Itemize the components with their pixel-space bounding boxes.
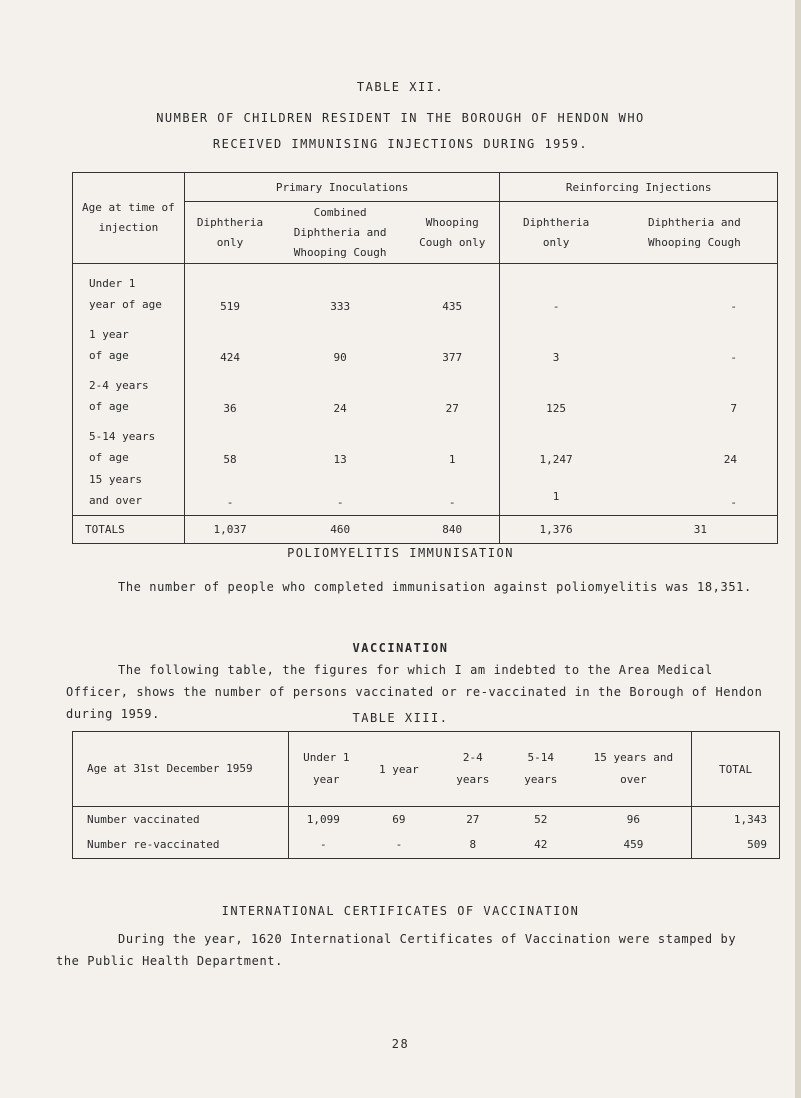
header-1-year: 1 year — [358, 732, 440, 807]
polio-paragraph: The number of people who completed immunisation against poliomyelitis was 18,351. — [118, 580, 752, 594]
totals-row — [73, 516, 778, 544]
table-12-heading-line1: NUMBER OF CHILDREN RESIDENT IN THE BOROUGH OF HENDON WHO — [156, 111, 645, 125]
age-label-line1: 2-4 years — [89, 378, 149, 392]
cell: - — [612, 264, 778, 315]
cell: 459 — [576, 832, 692, 859]
age-label-line1: 15 years — [89, 473, 142, 486]
page-edge-shadow — [795, 0, 801, 1098]
cell: - — [288, 832, 358, 859]
polio-heading: POLIOMYELITIS IMMUNISATION — [287, 546, 514, 560]
cell: 24 — [612, 417, 778, 468]
cell: 424 — [220, 350, 240, 364]
table-12-heading-line2: RECEIVED IMMUNISING INJECTIONS DURING 1959. — [212, 137, 589, 151]
header-age-at-injection: Age at time of injection — [73, 173, 185, 264]
header-under-1-year: Under 1 year — [288, 732, 358, 807]
cell: 24 — [333, 401, 347, 415]
totals-label: TOTALS — [73, 516, 185, 544]
cell: 8 — [440, 832, 506, 859]
table-row — [73, 807, 780, 832]
age-label-line2: year of age — [89, 297, 162, 311]
row-label-re-vaccinated: Number re-vaccinated — [73, 832, 289, 859]
table-13-title: TABLE XIII. — [352, 711, 449, 725]
cell: 96 — [576, 807, 692, 832]
cell: 3 — [552, 350, 560, 364]
header-combined: Combined Diphtheria and Whooping Cough — [275, 202, 405, 264]
international-paragraph: During the year, 1620 International Certificates of Vaccination were stamped by the Public Health Department. — [56, 932, 737, 968]
total-cell: 840 — [405, 516, 500, 544]
cell: 27 — [405, 366, 500, 417]
international-heading: INTERNATIONAL CERTIFICATES OF VACCINATION — [221, 904, 580, 918]
age-label-line2: and over — [89, 494, 142, 507]
age-label-line1: 5-14 years — [89, 429, 156, 443]
cell: 42 — [506, 832, 576, 859]
cell: 125 — [546, 401, 567, 415]
age-label-line2: of age — [89, 450, 129, 464]
table-12-title: TABLE XII. — [356, 80, 445, 94]
header-reinforcing-diphtheria-whooping: Diphtheria and Whooping Cough — [612, 202, 778, 264]
table-row — [73, 468, 778, 516]
total-cell: 1,376 — [500, 516, 612, 544]
cell: 69 — [358, 807, 440, 832]
header-total: TOTAL — [692, 732, 780, 807]
cell: - — [226, 496, 234, 509]
vaccination-heading: VACCINATION — [352, 641, 449, 655]
age-label-line1: 1 year — [89, 327, 129, 341]
header-primary-inoculations: Primary Inoculations — [184, 173, 500, 202]
cell: - — [612, 315, 778, 366]
cell: 90 — [333, 350, 347, 364]
header-whooping-cough-only: Whooping Cough only — [405, 202, 500, 264]
cell: 1 — [552, 490, 560, 503]
cell: 435 — [405, 264, 500, 315]
cell: 333 — [330, 299, 351, 313]
cell: 1,343 — [692, 807, 780, 832]
table-12 — [72, 172, 778, 544]
table-row — [73, 315, 778, 366]
cell: 1,247 — [539, 452, 573, 466]
cell: - — [336, 496, 344, 509]
header-age-at-31st-december: Age at 31st December 1959 — [73, 732, 289, 807]
table-row — [73, 264, 778, 315]
cell: - — [612, 468, 778, 516]
header-2-4-years: 2-4 years — [440, 732, 506, 807]
cell: 1 — [405, 417, 500, 468]
cell: - — [552, 299, 560, 313]
cell: - — [358, 832, 440, 859]
cell: 7 — [612, 366, 778, 417]
total-cell: 460 — [275, 516, 405, 544]
table-row — [73, 417, 778, 468]
cell: 519 — [220, 299, 240, 313]
cell: 1,099 — [288, 807, 358, 832]
header-reinforcing-injections: Reinforcing Injections — [500, 173, 778, 202]
cell: 27 — [440, 807, 506, 832]
total-cell: 31 — [612, 516, 778, 544]
vaccination-paragraph: The following table, the figures for which I am indebted to the Area Medical Officer, shows the number of persons vaccinated or re-vaccinated in the Borough of Hendon during 1959. — [66, 663, 763, 721]
cell: 13 — [333, 452, 347, 466]
total-cell: 1,037 — [184, 516, 275, 544]
header-reinforcing-diphtheria-only: Diphtheria only — [500, 202, 612, 264]
table-row — [73, 366, 778, 417]
cell: 58 — [223, 452, 237, 466]
cell: - — [405, 468, 500, 516]
table-13 — [72, 731, 780, 859]
age-label-line2: of age — [89, 399, 129, 413]
page-number: 28 — [391, 1037, 410, 1051]
header-5-14-years: 5-14 years — [506, 732, 576, 807]
table-row — [73, 832, 780, 859]
cell: 509 — [692, 832, 780, 859]
header-diphtheria-only: Diphtheria only — [184, 202, 275, 264]
age-label-line1: Under 1 — [89, 276, 136, 290]
row-label-vaccinated: Number vaccinated — [73, 807, 289, 832]
age-label-line2: of age — [89, 348, 129, 362]
cell: 377 — [405, 315, 500, 366]
cell: 36 — [223, 401, 237, 415]
cell: 52 — [506, 807, 576, 832]
header-15-years-and-over: 15 years and over — [576, 732, 692, 807]
